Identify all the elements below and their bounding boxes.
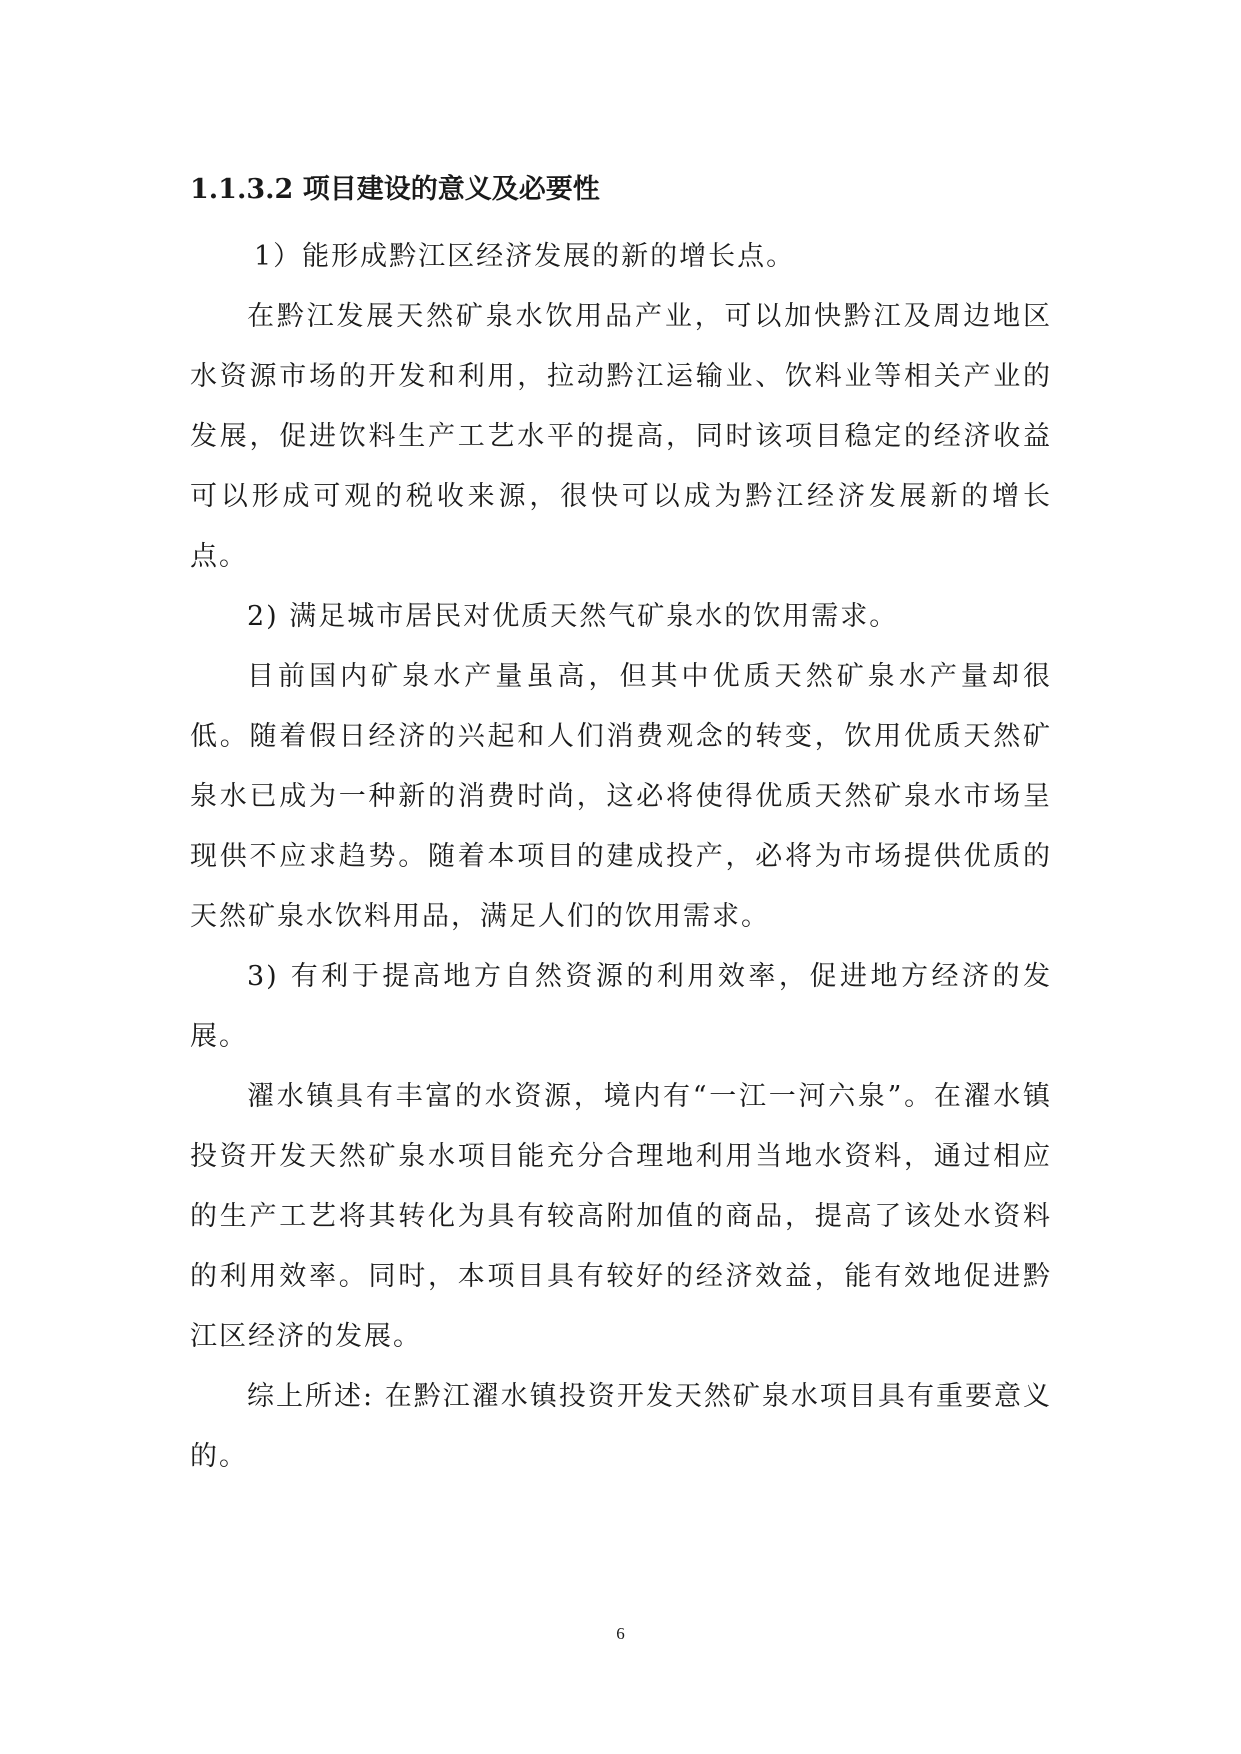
body-paragraph: 目前国内矿泉水产量虽高，但其中优质天然矿泉水产量却很低。随着假日经济的兴起和人们消费观念的转变，饮用优质天然矿泉水已成为一种新的消费时尚，这必将使得优质天然矿泉水市场呈现供不应求趋势。随着本项目的建成投产，必将为市场提供优质的天然矿泉水饮料用品，满足人们的饮用需求。	[190, 661, 1052, 932]
page-content	[190, 160, 1052, 1487]
list-item-point-1: 1）能形成黔江区经济发展的新的增长点。	[254, 241, 796, 272]
conclusion-paragraph: 综上所述: 在黔江濯水镇投资开发天然矿泉水项目具有重要意义的。	[190, 1381, 1052, 1472]
page-number: 6	[616, 1624, 625, 1643]
section-heading: 1.1.3.2 项目建设的意义及必要性	[190, 174, 600, 205]
body-paragraph: 在黔江发展天然矿泉水饮用品产业，可以加快黔江及周边地区水资源市场的开发和利用，拉动黔江运输业、饮料业等相关产业的发展，促进饮料生产工艺水平的提高，同时该项目稳定的经济收益可以形成可观的税收来源，很快可以成为黔江经济发展新的增长点。	[190, 301, 1052, 572]
list-item-point-3: 3) 有利于提高地方自然资源的利用效率，促进地方经济的发展。	[190, 961, 1052, 1052]
body-paragraph: 濯水镇具有丰富的水资源，境内有“一江一河六泉”。在濯水镇投资开发天然矿泉水项目能充分合理地利用当地水资料，通过相应的生产工艺将其转化为具有较高附加值的商品，提高了该处水资料的利用效率。同时，本项目具有较好的经济效益，能有效地促进黔江区经济的发展。	[190, 1081, 1052, 1352]
list-item-point-2: 2) 满足城市居民对优质天然气矿泉水的饮用需求。	[247, 601, 899, 632]
